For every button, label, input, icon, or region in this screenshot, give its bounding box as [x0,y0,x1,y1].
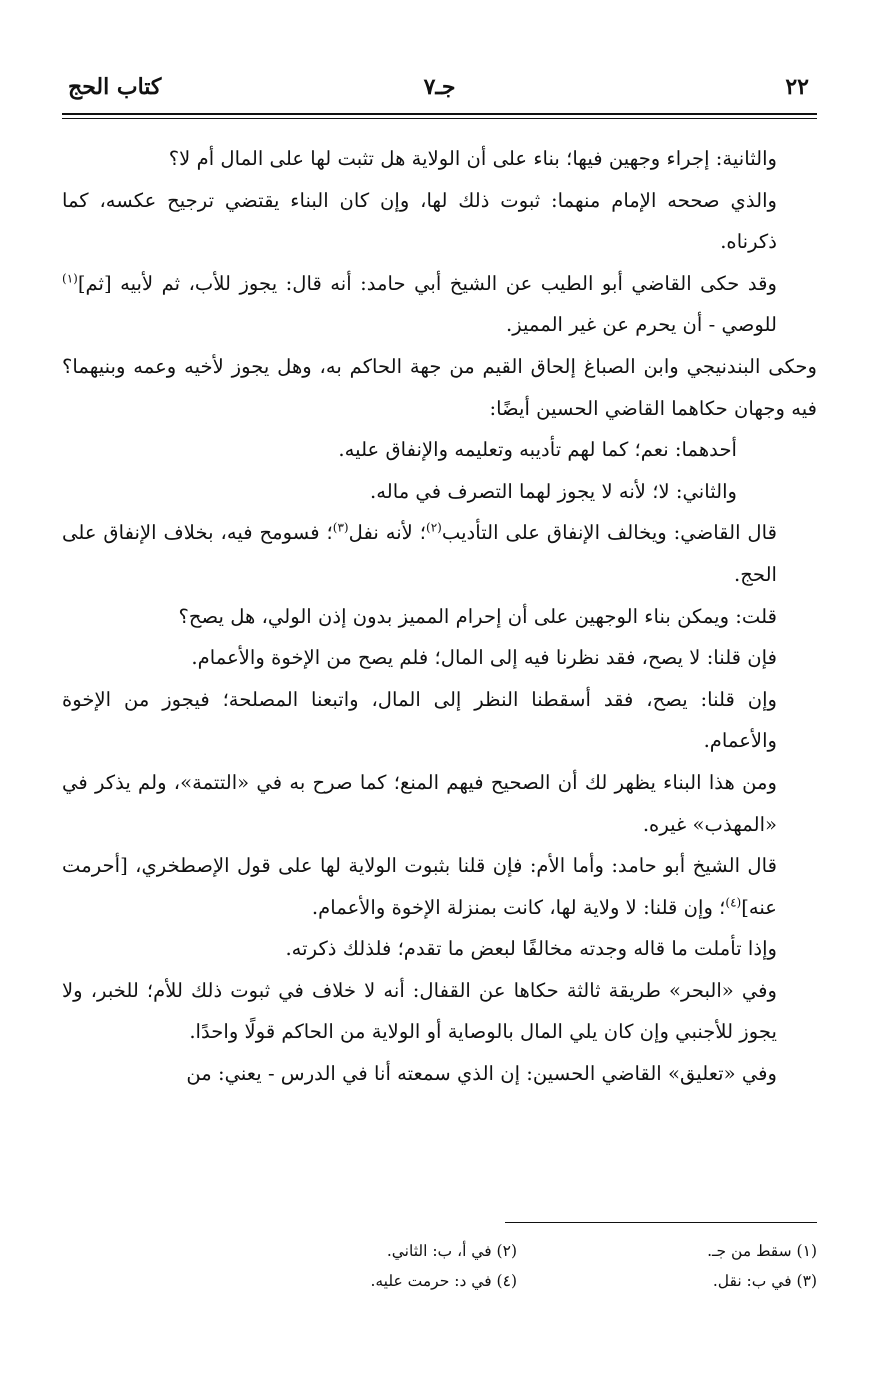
footnotes [62,1236,817,1296]
footnote-3: (٣) في ب: نقل. [712,1272,817,1290]
paragraph: أحدهما: نعم؛ كما لهم تأديبه وتعليمه والإنفاق عليه. [338,438,737,462]
footnote-ref: (٢) [426,520,442,535]
footnote-ref: (١) [62,271,78,286]
paragraph: وفي «البحر» طريقة ثالثة حكاها عن القفال: أنه لا خلاف في ثبوت ذلك للأم؛ للخبر، ولا يجوز للأجنبي وإن كان يلي المال بالوصاية أو الولاية من الحاكم قولًا واحدًا. [62,978,777,1044]
footnote-row [62,1236,817,1266]
book-title: كتاب الحج [68,74,162,100]
paragraph: ومن هذا البناء يظهر لك أن الصحيح فيهم المنع؛ كما صرح به في «التتمة»، ولم يذكر في «المهذب» غيره. [62,770,777,836]
paragraph-text: قال الشيخ أبو حامد: وأما الأم: فإن قلنا بثبوت الولاية لها على قول الإصطخري، [أحرمت عنه] [62,854,777,919]
footnote-ref: (٤) [725,895,742,910]
volume-label: جـ٧ [423,74,456,100]
page-number: ٢٢ [785,74,809,100]
paragraph [62,512,817,595]
paragraph: وحكى البندنيجي وابن الصباغ إلحاق القيم من جهة الحاكم به، وهل يجوز لأخيه وعمه وبنيهما؟ فيه وجهان حكاهما القاضي الحسين أيضًا: [62,354,817,420]
paragraph: وإذا تأملت ما قاله وجدته مخالفًا لبعض ما تقدم؛ فلذلك ذكرته. [285,937,777,961]
paragraph [62,263,817,346]
paragraph-text: ؛ فسومح فيه، بخلاف الإنفاق على الحج. [62,521,777,586]
footnote-separator [505,1222,817,1223]
footnote-ref: (٣) [332,520,349,535]
paragraph-text: للوصي - أن يحرم عن غير المميز. [505,313,777,337]
footnote-2: (٢) في أ، ب: الثاني. [386,1242,517,1260]
header-rule-thin [62,118,817,119]
paragraph-text: ؛ لأنه نفل [348,521,426,545]
paragraph [62,845,817,928]
footnote-row [62,1266,817,1296]
header-rule-thick [62,113,817,115]
main-text [62,138,817,1095]
paragraph: والثانية: إجراء وجهين فيها؛ بناء على أن الولاية هل تثبت لها على المال أم لا؟ [168,147,777,170]
footnote-4: (٤) في د: حرمت عليه. [370,1272,517,1290]
paragraph: فإن قلنا: لا يصح، فقد نظرنا فيه إلى المال؛ فلم يصح من الإخوة والأعمام. [191,646,777,670]
footnote-1: (١) سقط من جـ. [707,1242,817,1260]
paragraph: وفي «تعليق» القاضي الحسين: إن الذي سمعته أنا في الدرس - يعني: من [186,1062,777,1086]
page-header [62,74,817,108]
paragraph: والذي صححه الإمام منهما: ثبوت ذلك لها، وإن كان البناء يقتضي ترجيح عكسه، كما ذكرناه. [62,188,777,254]
paragraph: والثاني: لا؛ لأنه لا يجوز لهما التصرف في ماله. [370,479,737,503]
paragraph-text: وقد حكى القاضي أبو الطيب عن الشيخ أبي حامد: أنه قال: يجوز للأب، ثم لأبيه [ثم] [77,271,777,295]
paragraph: وإن قلنا: يصح، فقد أسقطنا النظر إلى المال، واتبعنا المصلحة؛ فيجوز من الإخوة والأعمام. [62,687,777,753]
paragraph: قلت: ويمكن بناء الوجهين على أن إحرام المميز بدون إذن الولي، هل يصح؟ [178,604,777,628]
paragraph-text: قال القاضي: ويخالف الإنفاق على التأديب [441,521,777,545]
paragraph-text: ؛ وإن قلنا: لا ولاية لها، كانت بمنزلة الإخوة والأعمام. [311,895,726,919]
